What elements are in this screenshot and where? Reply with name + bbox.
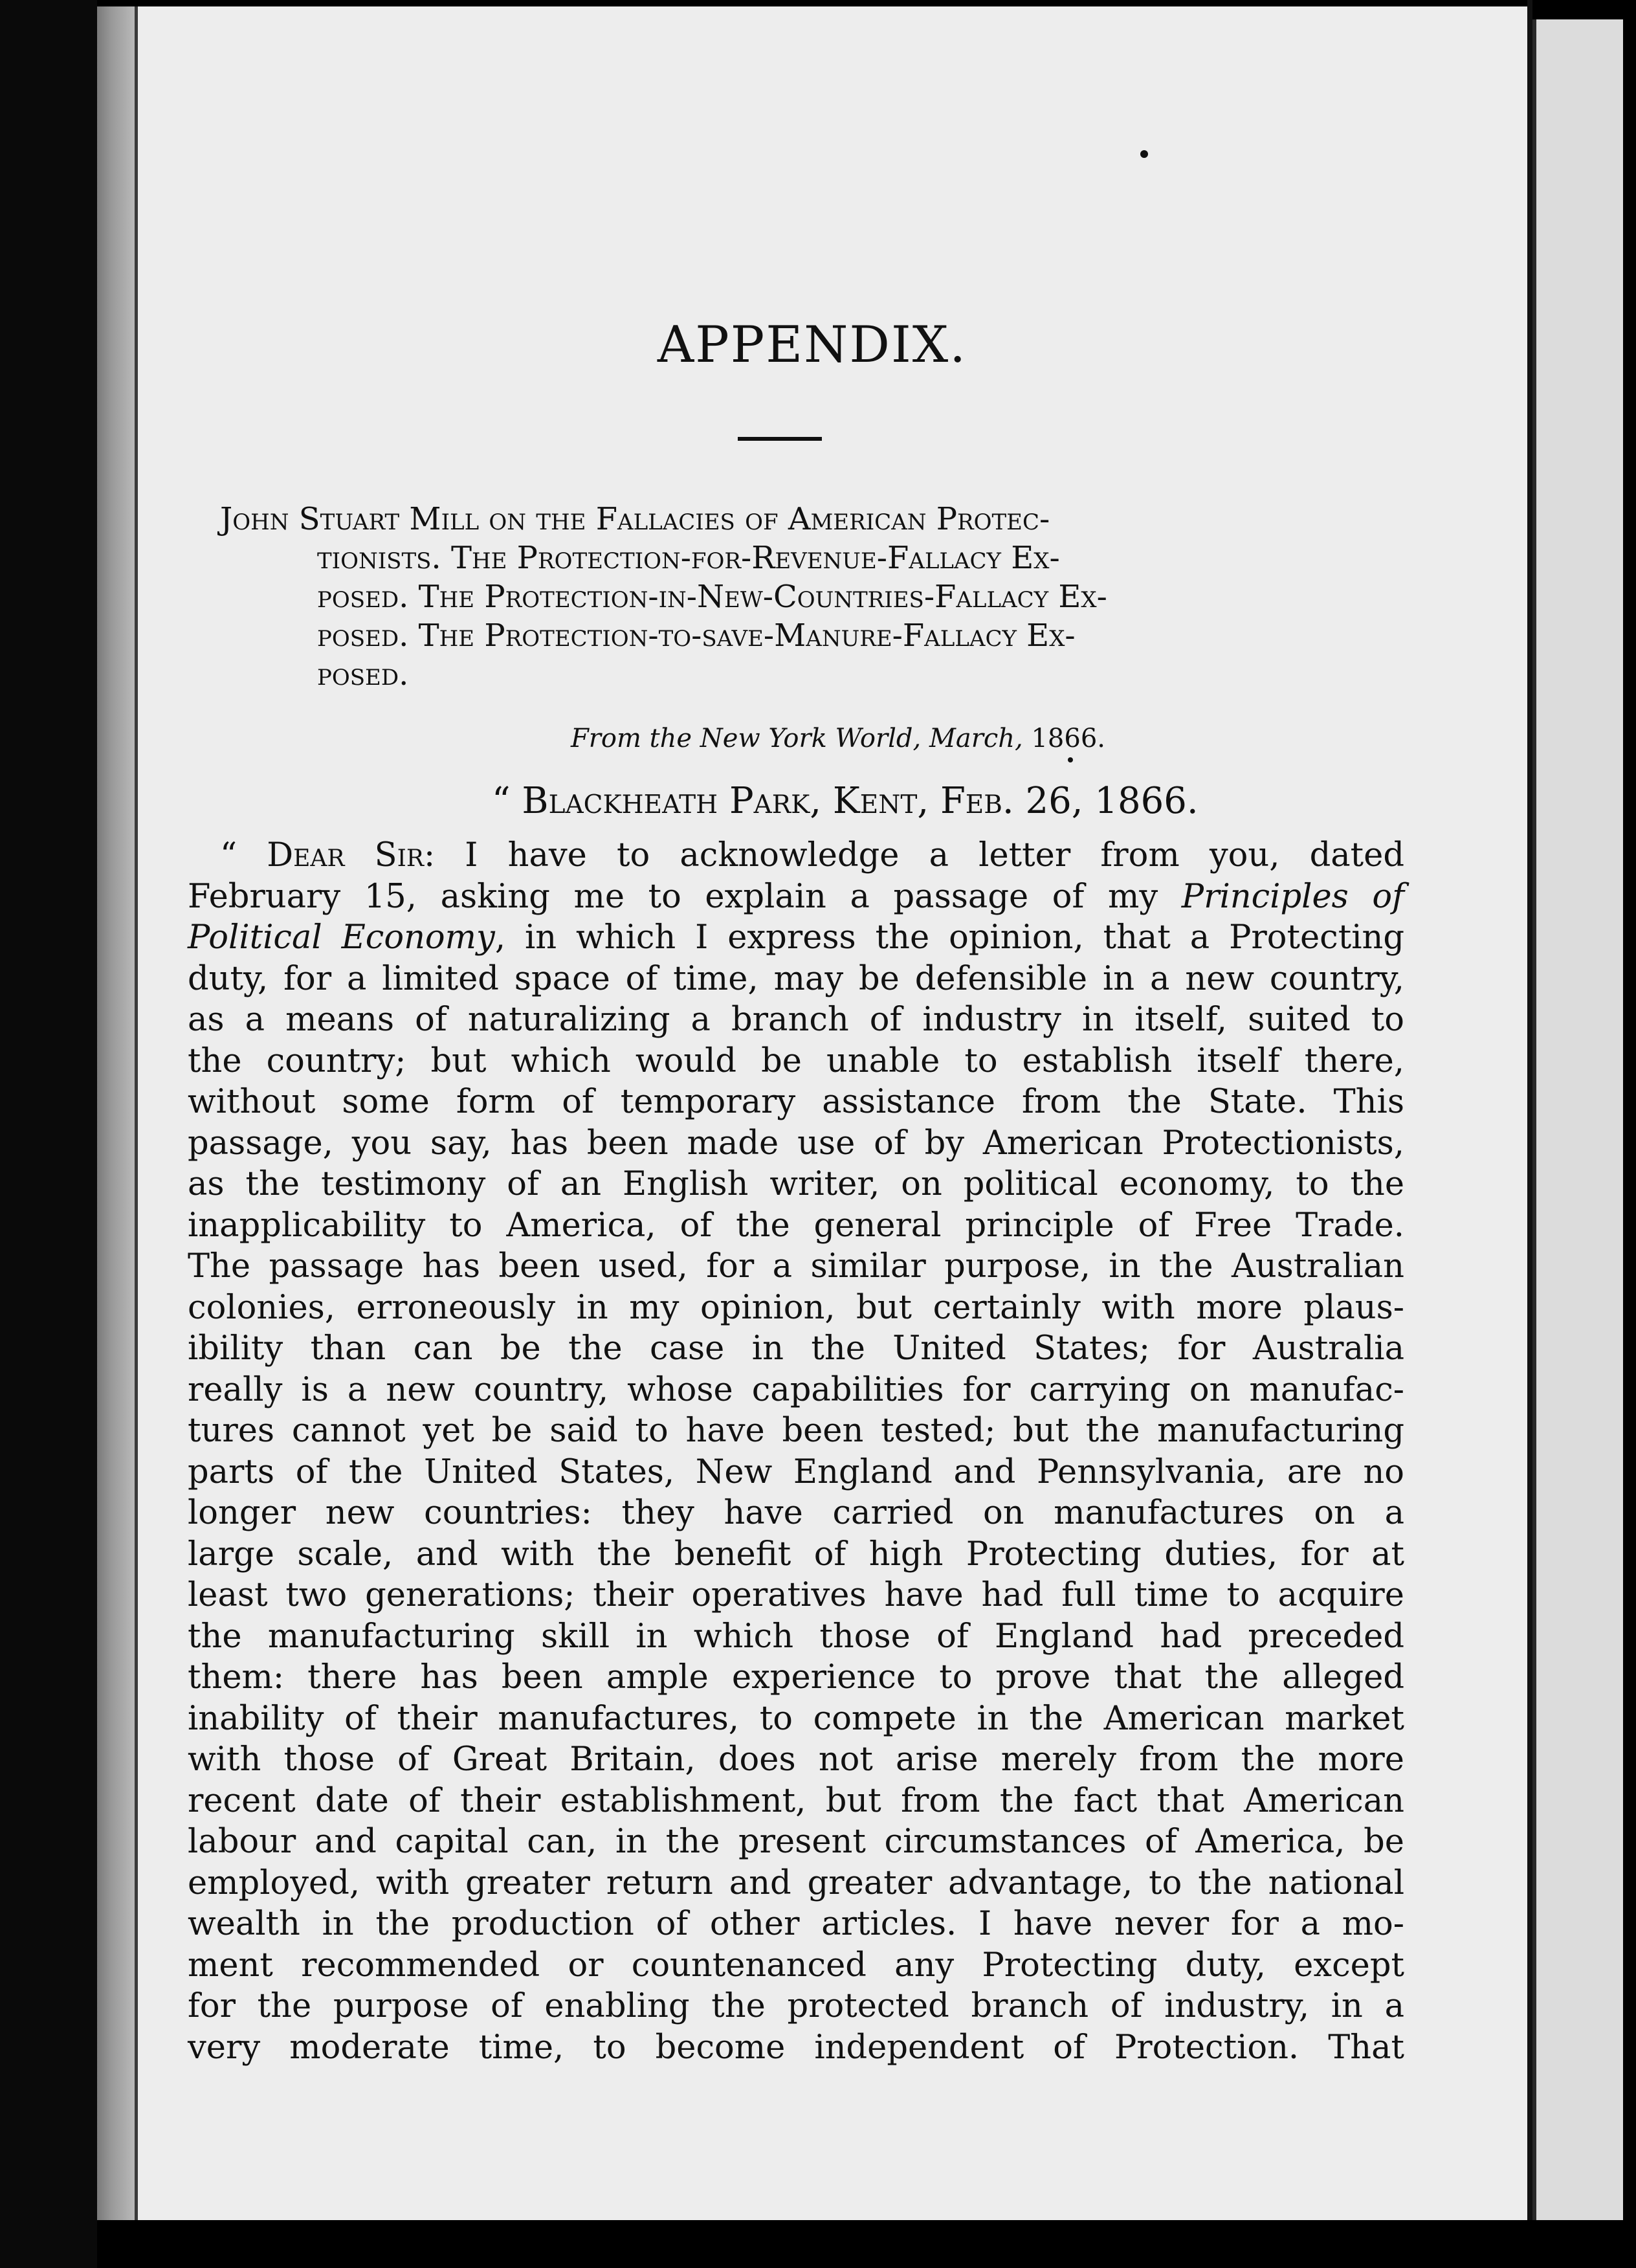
adjacent-page-edge <box>1532 19 1536 2220</box>
text-line: parts of the United States, New England and Pennsylvania, are no <box>188 1452 1404 1491</box>
source-italic: From the New York World, March, <box>570 724 1023 753</box>
page-edge <box>1527 0 1532 2268</box>
text-line: with those of Great Britain, does not arise merely from the more <box>188 1740 1404 1779</box>
heading-line: posed. The Protection-to-save-Manure-Fallacy Ex- <box>317 617 1076 654</box>
source-year: 1866. <box>1031 724 1105 753</box>
text-line: employed, with greater return and greater advantage, to the national <box>188 1863 1404 1902</box>
heading-line: tionists. The Protection-for-Revenue-Fallacy Ex- <box>317 540 1060 576</box>
text-line: labour and capital can, in the present circumstances of America, be <box>188 1823 1404 1861</box>
text-line: large scale, and with the benefit of high Protecting duties, for at <box>188 1535 1404 1573</box>
book-title: Principles of <box>1181 877 1404 916</box>
print-speck <box>1068 757 1073 762</box>
source-line <box>97 724 1527 753</box>
binding-edge <box>0 0 97 2268</box>
text-line: for the purpose of enabling the protected branch of industry, in a <box>188 1987 1404 2025</box>
text-line: least two generations; their operatives have had full time to acquire <box>188 1576 1404 1614</box>
text-line: really is a new country, whose capabilities for carrying on manufac- <box>188 1370 1404 1409</box>
text-line: tures cannot yet be said to have been tested; but the manufacturing <box>188 1412 1404 1450</box>
text-line: the manufacturing skill in which those of England had preceded <box>188 1617 1404 1656</box>
bottom-border <box>97 2220 1636 2268</box>
text-line: inapplicability to America, of the general principle of Free Trade. <box>188 1206 1404 1245</box>
heading-line: posed. <box>317 656 409 693</box>
text-line: without some form of temporary assistance from the State. This <box>188 1083 1404 1121</box>
salutation: “ Dear Sir <box>220 836 424 874</box>
letter-dateline: “ Blackheath Park, Kent, Feb. 26, 1866. <box>492 780 1199 822</box>
text-line: passage, you say, has been made use of by American Protectionists, <box>188 1124 1404 1162</box>
text-line: ment recommended or countenanced any Protecting duty, except <box>188 1946 1404 1984</box>
text-line: ibility than can be the case in the United States; for Australia <box>188 1329 1404 1368</box>
text-line: them: there has been ample experience to prove that the alleged <box>188 1658 1404 1696</box>
text-line: The passage has been used, for a similar purpose, in the Australian <box>188 1247 1404 1285</box>
text-line: Political Economy, in which I express the opinion, that a Protecting <box>188 918 1405 957</box>
text-line: February 15, asking me to explain a passage of my Principles of <box>188 877 1404 916</box>
text-line: the country; but which would be unable to establish itself there, <box>188 1041 1404 1080</box>
letter-body <box>188 835 1404 2068</box>
text-line: colonies, erroneously in my opinion, but certainly with more plaus- <box>188 1288 1404 1327</box>
book-title: Political Economy <box>188 918 495 957</box>
print-speck <box>1140 150 1148 158</box>
section-heading <box>220 500 1430 694</box>
adjacent-page <box>1532 19 1623 2220</box>
page-title: APPENDIX. <box>657 316 967 374</box>
heading-line: posed. The Protection-in-New-Countries-Fallacy Ex- <box>317 579 1107 615</box>
text-line: inability of their manufactures, to compete in the American market <box>188 1699 1404 1738</box>
text-line: recent date of their establishment, but from the fact that American <box>188 1781 1404 1820</box>
text-line: longer new countries: they have carried on manufactures on a <box>188 1494 1404 1532</box>
text-line: as a means of naturalizing a branch of industry in itself, suited to <box>188 1001 1404 1039</box>
text-line: very moderate time, to become independent of Protection. That <box>188 2028 1404 2067</box>
text-line: “ Dear Sir: I have to acknowledge a letter from you, dated <box>220 836 1404 874</box>
text-line: as the testimony of an English writer, on political economy, to the <box>188 1165 1404 1203</box>
book-page <box>97 6 1527 2220</box>
text-line: wealth in the production of other articles. I have never for a mo- <box>188 1905 1404 1943</box>
text-line: duty, for a limited space of time, may be defensible in a new country, <box>188 959 1404 998</box>
title-rule <box>738 437 822 441</box>
heading-line: John Stuart Mill on the Fallacies of American Protec- <box>220 501 1050 537</box>
